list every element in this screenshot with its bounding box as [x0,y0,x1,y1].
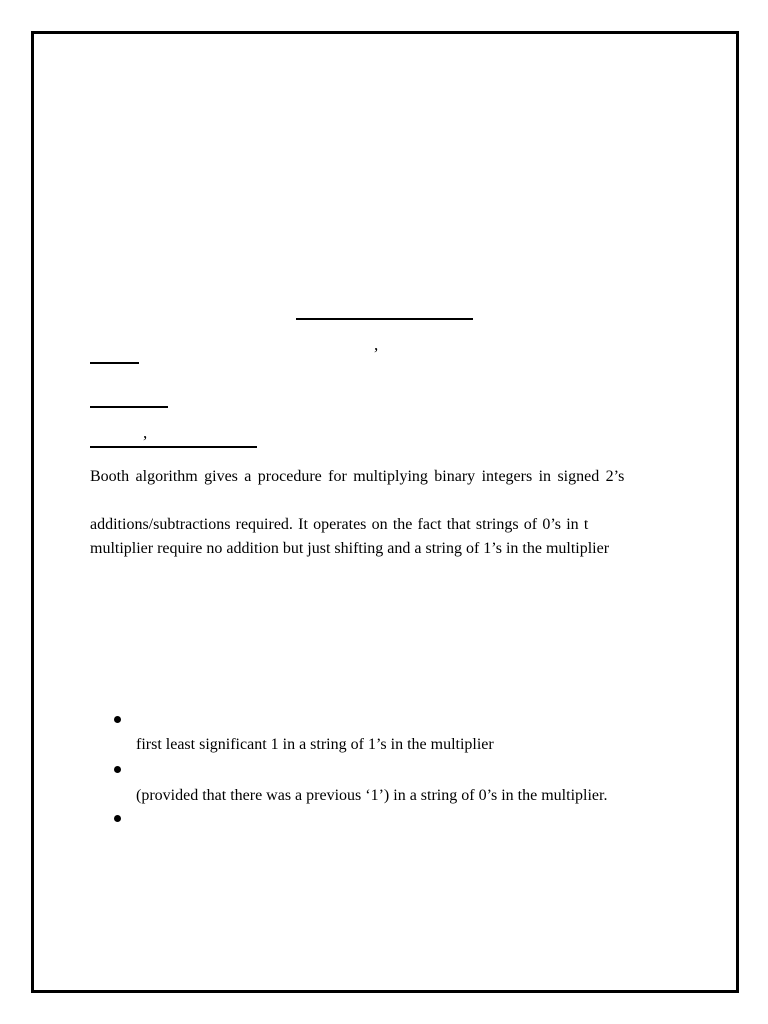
author-underline-1 [90,362,139,364]
body-line-3: multiplier require no addition but just shifting and a string of 1’s in the multiplier [90,540,610,557]
body-line-1: Booth algorithm gives a procedure for multiplying binary integers in signed 2’s [90,468,625,485]
page-border [31,31,739,993]
author-underline-2 [90,406,168,408]
body-line-2: additions/subtractions required. It operates on the fact that strings of 0’s in t [90,516,589,533]
author-comma: , [143,423,148,442]
title-underline [296,318,473,320]
bullet-dot-2 [114,766,121,773]
author-underline-3 [90,446,257,448]
title-comma: , [374,335,379,354]
bullet-dot-3 [114,815,121,822]
bullet-dot-1 [114,716,121,723]
bullet-text-1: first least significant 1 in a string of 1’s in the multiplier [136,736,494,753]
bullet-text-2: (provided that there was a previous ‘1’) in a string of 0’s in the multiplier. [136,787,608,804]
